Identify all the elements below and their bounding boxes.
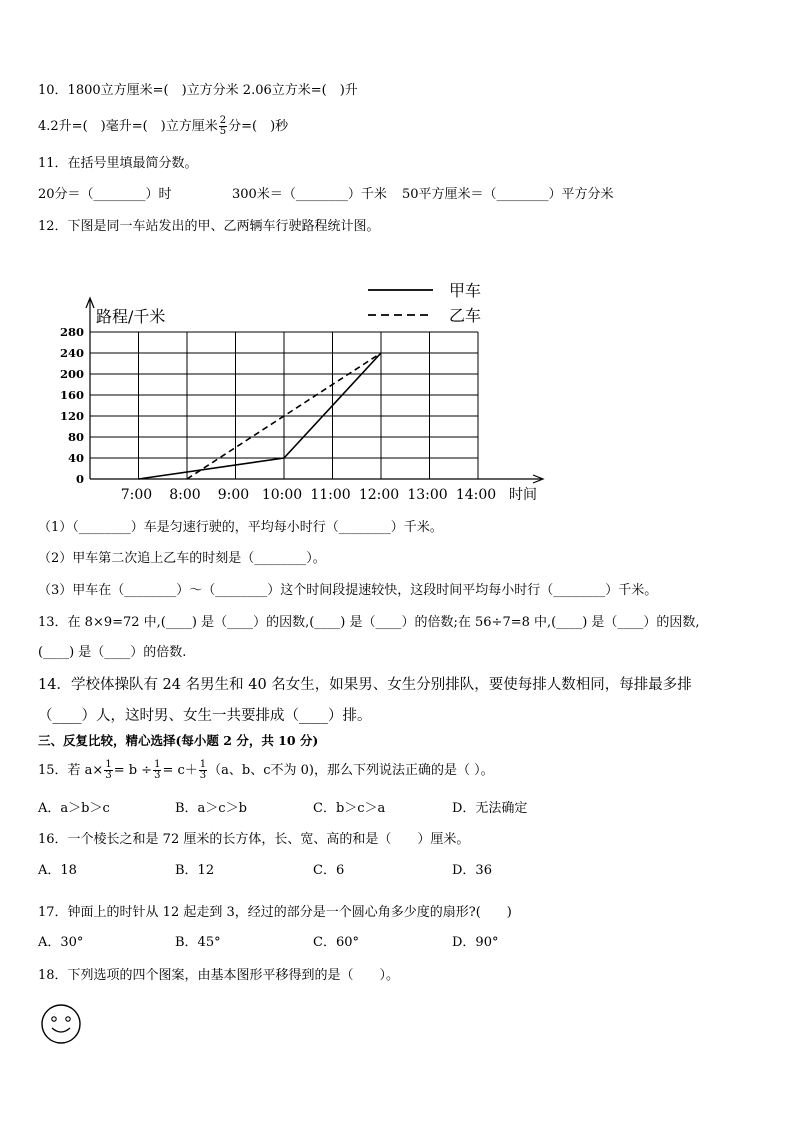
q13-line2: (____) 是（____）的倍数.	[38, 645, 187, 660]
q11-b: 300米＝（________）千米	[232, 187, 387, 202]
q15-option-b[interactable]: B．a＞c＞b	[175, 801, 247, 816]
x-tick-label: 13:00	[407, 487, 448, 503]
q16-option-b[interactable]: B．12	[175, 863, 215, 878]
q12-title: 12．下图是同一车站发出的甲、乙两辆车行驶路程统计图。	[38, 219, 380, 234]
q16-option-d[interactable]: D．36	[452, 863, 492, 878]
distance-time-chart	[38, 270, 558, 505]
q16-title: 16．一个棱长之和是 72 厘米的长方体，长、宽、高的和是（ ）厘米。	[38, 832, 470, 847]
smiley-face-icon	[40, 1003, 82, 1045]
x-tick-label: 9:00	[217, 487, 250, 503]
q15-option-a[interactable]: A．a＞b＞c	[38, 801, 110, 816]
q16-option-c[interactable]: C．6	[313, 863, 345, 878]
q16-option-a[interactable]: A．18	[38, 863, 77, 878]
x-tick-label: 11:00	[310, 487, 351, 503]
y-tick-label: 40	[67, 451, 84, 465]
q17-option-b[interactable]: B．45°	[175, 935, 221, 950]
section3-title: 三、反复比较，精心选择(每小题 2 分，共 10 分)	[38, 733, 319, 748]
y-tick-label: 200	[59, 367, 84, 381]
q15-stem	[38, 758, 494, 784]
chart-x-label: 时间	[509, 487, 537, 503]
q12-s1: （1）（________）车是匀速行驶的，平均每小时行（________）千米。	[38, 520, 443, 535]
q12-s3: （3）甲车在（________）～（________）这个时间段提速较快，这段时间平均每小时行（________）千米。	[38, 583, 658, 598]
legend-label: 甲车	[449, 281, 482, 300]
legend-label: 乙车	[449, 306, 482, 325]
q15-option-d[interactable]: D．无法确定	[452, 801, 528, 816]
y-tick-label: 80	[67, 430, 84, 444]
q15-frac3-num: 1	[199, 759, 207, 770]
q10-fraction	[219, 116, 227, 137]
q15-frac1	[104, 760, 112, 781]
y-tick-label: 280	[59, 325, 84, 339]
q15-frac2-den: 3	[154, 770, 161, 781]
q11-title: 11．在括号里填最简分数。	[38, 156, 198, 171]
q15-mid2: = c＋	[162, 763, 198, 778]
x-tick-label: 10:00	[261, 487, 303, 503]
q17-option-c[interactable]: C．60°	[313, 935, 359, 950]
x-tick-label: 8:00	[169, 487, 201, 503]
q15-frac3-den: 3	[199, 770, 207, 781]
chart-x-ticks	[121, 487, 496, 503]
q10-line1: 10．1800立方厘米=( )立方分米 2.06立方米=( )升	[38, 83, 358, 98]
q11-c: 50平方厘米＝（________）平方分米	[402, 187, 614, 202]
q12-s2: （2）甲车第二次追上乙车的时刻是（________）。	[38, 551, 326, 566]
chart-legend	[368, 281, 481, 325]
q15-mid1: = b ÷	[113, 763, 153, 778]
q13-line1: 13．在 8×9=72 中,(____) 是（____）的因数,(____) 是（____）的倍数;在 56÷7=8 中,(____) 是（____）的因数,	[38, 615, 700, 630]
chart-y-label: 路程/千米	[96, 307, 166, 326]
q18-title: 18．下列选项的四个图案，由基本图形平移得到的是（ ）。	[38, 968, 400, 983]
y-tick-label: 160	[59, 388, 84, 402]
q14-line2: （____）人，这时男、女生一共要排成（____）排。	[38, 708, 372, 724]
q10-line2-b: 分=( )秒	[228, 119, 289, 134]
y-tick-label: 0	[75, 472, 84, 486]
q17-title: 17．钟面上的时针从 12 起走到 3，经过的部分是一个圆心角多少度的扇形?( )	[38, 905, 512, 920]
q10-frac-num: 2	[219, 115, 227, 126]
q10-line2	[38, 116, 288, 137]
q15-frac2	[153, 760, 161, 781]
q15-frac1-den: 3	[105, 770, 112, 781]
q17-option-d[interactable]: D．90°	[452, 935, 499, 950]
q15-suffix: （a、b、c不为 0)，那么下列说法正确的是（ ）。	[208, 763, 494, 778]
q17-option-a[interactable]: A．30°	[38, 935, 84, 950]
q15-frac3	[199, 760, 207, 781]
q15-prefix: 15．若 a×	[38, 763, 104, 778]
q11-a: 20分＝（________）时	[38, 187, 172, 202]
q10-frac-den: 5	[219, 126, 227, 137]
x-tick-label: 12:00	[358, 487, 400, 503]
y-tick-label: 120	[59, 409, 84, 423]
x-tick-label: 14:00	[455, 487, 497, 503]
q15-option-c[interactable]: C．b＞c＞a	[313, 801, 386, 816]
q10-line2-a: 4.2升=( )毫升=( )立方厘米	[38, 119, 218, 134]
q15-frac1-num: 1	[105, 759, 112, 770]
chart-y-ticks	[60, 325, 84, 486]
q15-frac2-num: 1	[154, 759, 161, 770]
q14-line1: 14．学校体操队有 24 名男生和 40 名女生，如果男、女生分别排队，要使每排人数相同，每排最多排	[38, 677, 692, 693]
y-tick-label: 240	[59, 346, 84, 360]
x-tick-label: 7:00	[120, 487, 153, 503]
